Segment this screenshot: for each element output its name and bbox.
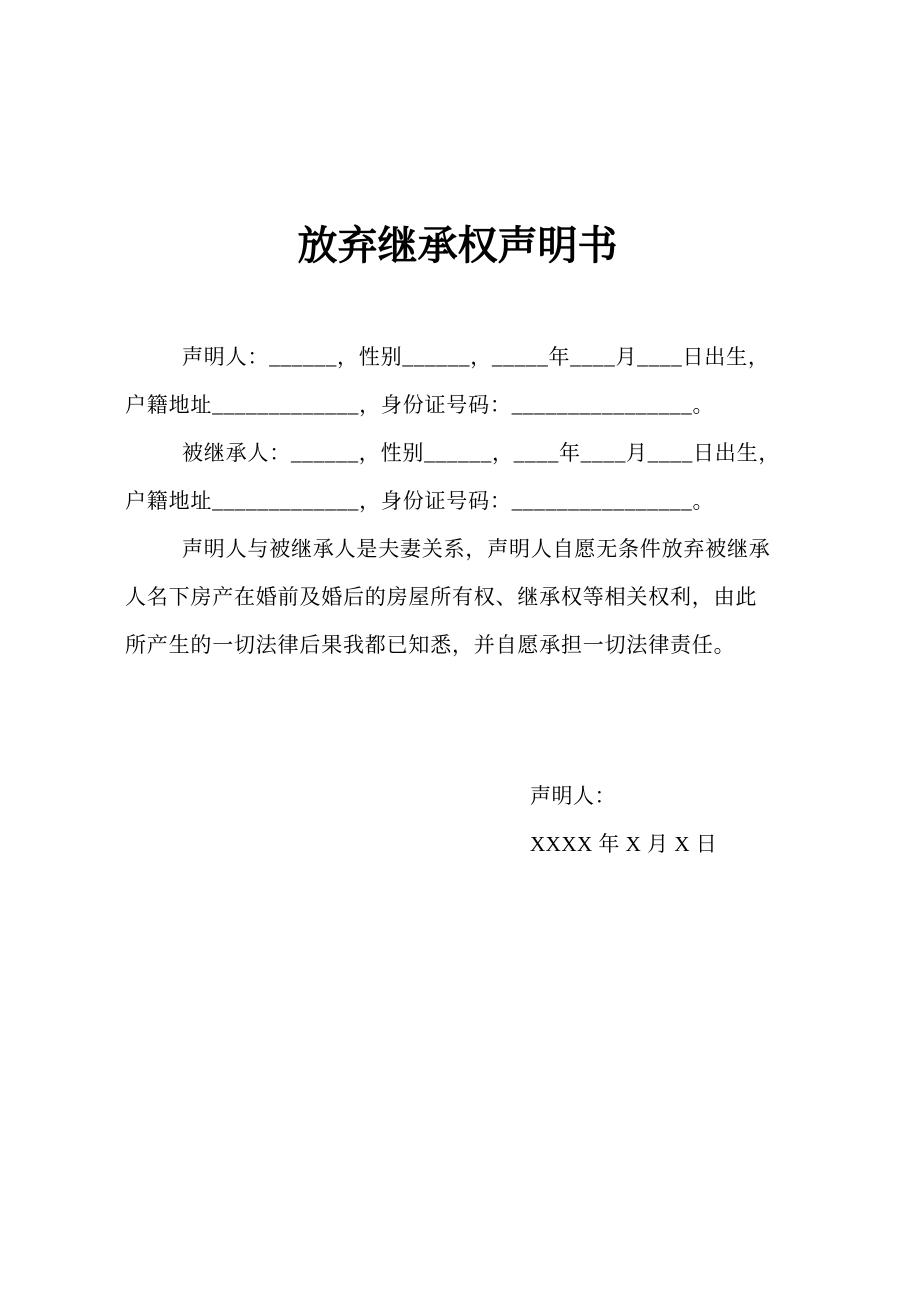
document-title: 放弃继承权声明书 — [297, 223, 618, 268]
declarant-info-line-1: 声明人：______，性别______，_____年____月____日出生， — [182, 345, 770, 369]
document-body — [125, 333, 790, 669]
signature-date: XXXX 年 X 月 X 日 — [530, 832, 718, 856]
decedent-info-line-1: 被继承人：______，性别______，____年____月____日出生， — [182, 441, 781, 465]
statement-line-1: 声明人与被继承人是夫妻关系，声明人自愿无条件放弃被继承 — [182, 537, 771, 561]
decedent-info-line-2: 户籍地址_____________，身份证号码：________________。 — [125, 489, 715, 513]
declarant-info-line-2: 户籍地址_____________，身份证号码：________________。 — [125, 393, 715, 417]
signer-label: 声明人： — [530, 784, 616, 808]
statement-line-3: 所产生的一切法律后果我都已知悉，并自愿承担一切法律责任。 — [125, 633, 736, 657]
statement-line-2: 人名下房产在婚前及婚后的房屋所有权、继承权等相关权利，由此 — [125, 585, 758, 609]
signature-block — [530, 772, 790, 868]
